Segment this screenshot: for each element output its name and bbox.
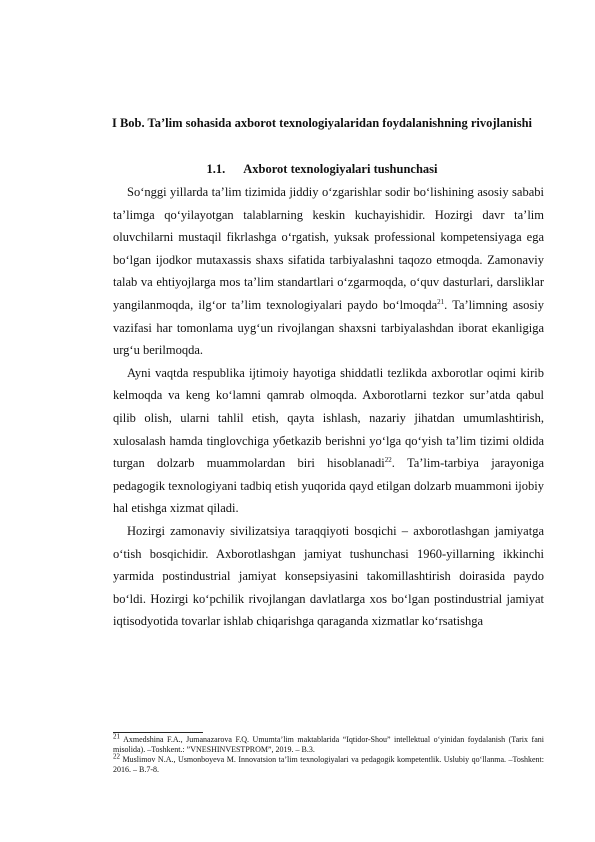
section-number: 1.1. bbox=[206, 162, 226, 176]
footnote-text: Axmedshina F.A., Jumanazarova F.Q. Umumta’lim maktablarida “Iqtidor-Shou” intellektual o‘yinidan foydalanish (Tarix fani misolida). –Toshkent.: ”VNESHINVESTPROM”, 2019. – B.3. bbox=[113, 735, 544, 754]
paragraph-text: . Ta’lim-tarbiya jarayoniga pedagogik texnologiyani tadbiq etish yuqorida qayd etilgan dolzarb muammoni ijobiy hal etishga xizmat qiladi. bbox=[113, 456, 544, 516]
footnote bbox=[113, 752, 544, 775]
section-heading bbox=[100, 159, 544, 180]
paragraph bbox=[113, 181, 544, 362]
footnote bbox=[113, 732, 544, 755]
chapter-title: I Bob. Ta’lim sohasida axborot texnologiyalaridan foydalanishning rivojlanishi bbox=[111, 116, 532, 130]
footnote-number: 21 bbox=[113, 732, 120, 741]
body-text bbox=[113, 181, 544, 633]
paragraph-text: . Ta’limning asosiy vazifasi har tomonlama uyg‘un rivojlangan shaxsni tarbiyalashdan iborat ekanligiga urg‘u berilmoqda. bbox=[113, 297, 545, 358]
paragraph bbox=[113, 520, 544, 633]
paragraph-text: Ayni vaqtda respublika ijtimoiy hayotiga shiddatli tezlikda axborotlar oqimi kirib kelmoqda va keng ko‘lamni qamrab olmoqda. Axborotlarni tezkor sur’atda qabul qilib olish, ularni tahlil etish, qayta ishlash, nazariy jihatdan umumlashtirish, xulosalash hamda tinglovchiga yбetkazib berishni yo‘lga qo‘yish ta’lim tizimi oldida turgan dolzarb muammolardan biri hisoblanadi bbox=[113, 365, 544, 471]
paragraph bbox=[113, 362, 544, 520]
footnote-ref[interactable]: 22 bbox=[384, 455, 392, 464]
paragraph-text: So‘nggi yillarda ta’lim tizimida jiddiy o‘zgarishlar sodir bo‘lishining asosiy sababi ta’limga qo‘yilayotgan talablarning keskin kuchayishidir. Hozirgi davr ta’lim oluvchilarni mustaqil fikrlashga o‘rgatish, yuksak professional kompetensiyaga ega bo‘lgan ijodkor mutaxassis shaxs sifatida tarbiyalashni taqozo etmoqda. Zamonaviy talab va ehtiyojlarga mos ta’lim standartlari o‘zgarmoqda, o‘quv dasturlari, darsliklar yangilanmoqda, ilg‘or ta’lim texnologiyalari paydo bo‘lmoqda bbox=[113, 185, 544, 312]
footnote-divider bbox=[113, 732, 203, 733]
section-title: Axborot texnologiyalari tushunchasi bbox=[243, 162, 438, 176]
footnote-ref[interactable]: 21 bbox=[437, 297, 445, 306]
footnote-number: 22 bbox=[113, 752, 120, 761]
paragraph-text: Hozirgi zamonaviy sivilizatsiya taraqqiyoti bosqichi – axborotlashgan jamiyatga o‘tish bosqichidir. Axborotlashgan jamiyat tushunchasi 1960-yillarning ikkinchi yarmida postindustrial jamiyat konsepsiyasini takomillashtirish doirasida paydo bo‘ldi. Hozirgi ko‘pchilik rivojlangan davlatlarga xos bo‘lgan postindustrial jamiyat iqtisodyotida tovarlar ishlab chiqarishga qaraganda xizmatlar ko‘rsatishga bbox=[113, 523, 544, 629]
footnote-text: Muslimov N.A., Usmonboyeva M. Innovatsion ta’lim texnologiyalari va pedagogik kompetentlik. Uslubiy qo‘llanma. –Toshkent: 2016. – B.7-8. bbox=[113, 755, 544, 774]
footnotes bbox=[113, 732, 544, 775]
